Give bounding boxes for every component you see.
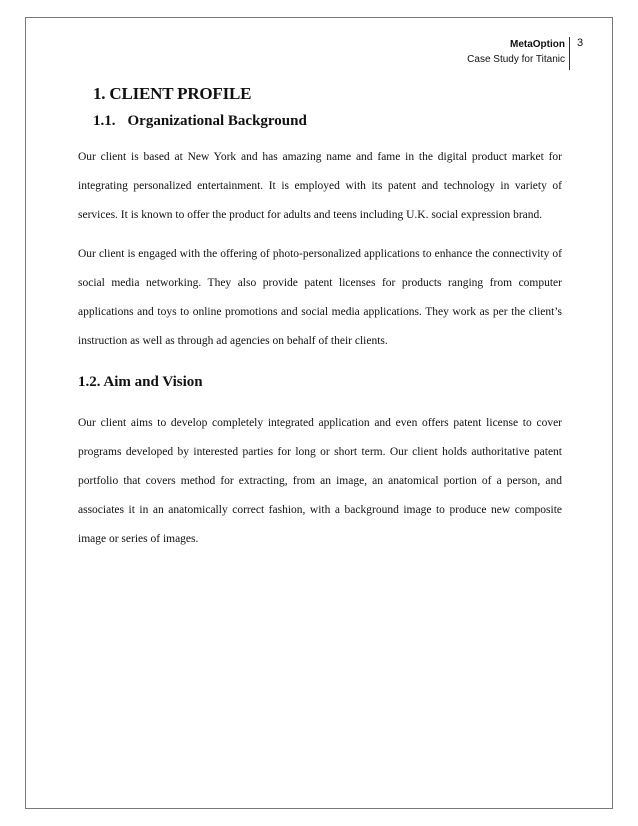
page-number: 3 (569, 37, 583, 70)
paragraph: Our client is engaged with the offering of photo-personalized applications to enhance the connectivity of social media networking. They also provide patent licenses for products ranging from computer applications and toys to online promotions and social media applications. They work as per the client’s instruction as well as through ad agencies on behalf of their clients. (78, 248, 562, 347)
subsection-title-text: Organizational Background (127, 113, 307, 129)
document-body (78, 84, 562, 564)
subsection-title-aim-and-vision: 1.2. Aim and Vision (78, 374, 203, 390)
section-title-client-profile: 1. CLIENT PROFILE (93, 84, 252, 103)
subsection-title-organizational-background (93, 113, 562, 130)
running-header (467, 37, 565, 67)
paragraph: Our client aims to develop completely integrated application and even offers patent license to cover programs developed by interested parties for long or short term. Our client holds authoritative patent portfolio that covers method for extracting, from an image, an anatomical portion of a person, and associates it in an anatomically correct fashion, with a background image to produce new composite image or series of images. (78, 417, 562, 545)
header-company: MetaOption (510, 39, 565, 50)
paragraph: Our client is based at New York and has amazing name and fame in the digital product market for integrating personalized entertainment. It is employed with its patent and technology in variety of services. It is known to offer the product for adults and teens including U.K. social expression brand. (78, 151, 562, 221)
subsection-number: 1.1. (93, 113, 116, 129)
header-subtitle: Case Study for Titanic (467, 54, 565, 65)
